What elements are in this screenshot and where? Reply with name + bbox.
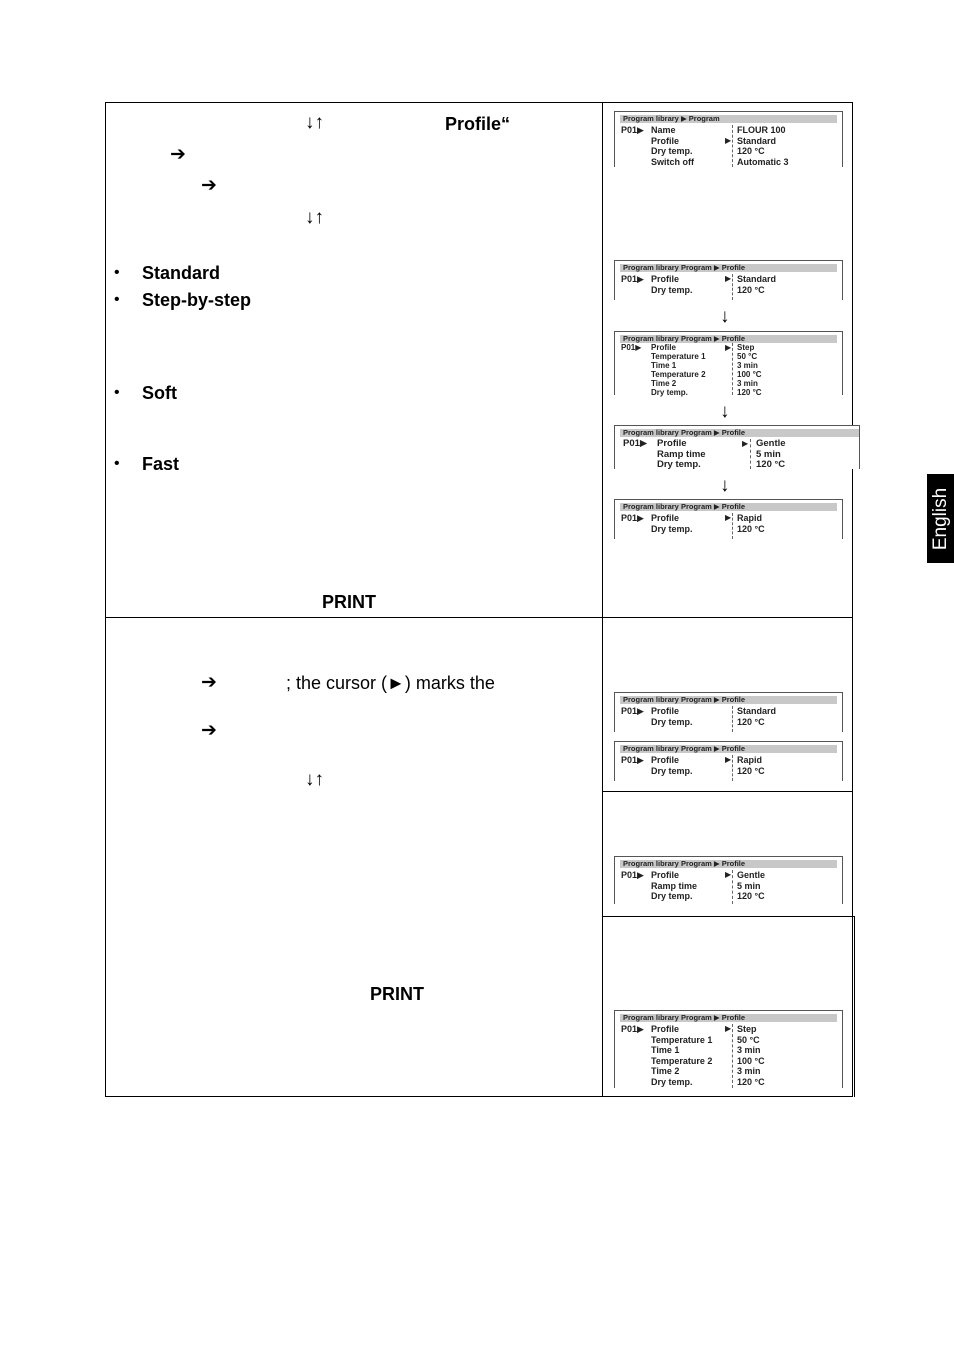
screen-separator bbox=[732, 706, 733, 732]
row-value: 5 min bbox=[737, 880, 761, 891]
screen-header: Program library Program ▶ Profile bbox=[620, 860, 837, 868]
row-label: Profile bbox=[651, 513, 680, 523]
row-value: Gentle bbox=[756, 438, 786, 449]
row-label: Name bbox=[651, 125, 676, 135]
cursor-icon: ▶ bbox=[725, 343, 732, 352]
column-divider bbox=[602, 102, 603, 1097]
row-value: 3 min bbox=[737, 1066, 761, 1076]
row-label: Profile bbox=[651, 135, 680, 146]
arrow-right-icon: ➔ bbox=[201, 672, 217, 693]
row-value: 100 °C bbox=[737, 1055, 765, 1066]
screen-header: Program library Program ▶ Profile bbox=[620, 429, 859, 437]
row-label: Temperature 1 bbox=[651, 1034, 713, 1045]
row-label: Dry temp. bbox=[651, 891, 693, 901]
row-value: FLOUR 100 bbox=[737, 125, 786, 135]
arrow-right-icon: ➔ bbox=[170, 144, 186, 165]
row-label: Time 1 bbox=[651, 1045, 680, 1055]
row-label: Time 2 bbox=[651, 379, 677, 388]
screen-separator bbox=[750, 439, 751, 469]
row-label: Temperature 2 bbox=[651, 370, 706, 379]
arrow-right-icon: ➔ bbox=[201, 175, 217, 196]
row-value: 100 °C bbox=[737, 370, 762, 379]
row-value: Rapid bbox=[737, 513, 763, 523]
row-value: 3 min bbox=[737, 361, 758, 370]
row-value: 120 °C bbox=[737, 891, 765, 901]
option-step-by-step: Step-by-step bbox=[142, 290, 252, 310]
row-divider bbox=[105, 617, 853, 618]
row-label: Profile bbox=[651, 343, 676, 352]
row-value: 120 °C bbox=[756, 459, 786, 470]
display-screen-step bbox=[614, 1010, 843, 1088]
flow-arrow-down-icon: ↓ bbox=[720, 306, 730, 327]
language-tab-label: English bbox=[929, 487, 951, 550]
cursor-icon: ▶ bbox=[742, 439, 749, 448]
program-id: P01▶ bbox=[621, 1024, 644, 1034]
row-value: Rapid bbox=[737, 755, 763, 765]
row-label: Dry temp. bbox=[651, 523, 693, 534]
row-value: 3 min bbox=[737, 1045, 761, 1055]
screen-separator bbox=[732, 755, 733, 781]
bullet: • bbox=[114, 384, 120, 401]
print-key-label: PRINT bbox=[370, 984, 424, 1004]
row-label: Dry temp. bbox=[651, 146, 693, 156]
row-value: 120 °C bbox=[737, 1076, 765, 1087]
language-tab bbox=[927, 474, 954, 563]
profile-label: Profile“ bbox=[445, 114, 511, 134]
screen-header: Program library Program ▶ Profile bbox=[620, 1014, 837, 1022]
row-label: Dry temp. bbox=[657, 459, 701, 470]
row-label: Profile bbox=[651, 274, 680, 284]
cursor-icon: ▶ bbox=[725, 870, 732, 879]
row-value: Standard bbox=[737, 274, 777, 284]
row-value: Standard bbox=[737, 135, 777, 146]
row-value: 120 °C bbox=[737, 716, 765, 727]
screen-separator bbox=[732, 513, 733, 539]
row-value: 120 °C bbox=[737, 388, 762, 397]
row-label: Profile bbox=[657, 438, 687, 449]
right-row-divider-1 bbox=[602, 791, 853, 792]
option-soft: Soft bbox=[142, 383, 177, 403]
screen-header: Program library Program ▶ Profile bbox=[620, 745, 837, 753]
display-screen-standard bbox=[614, 692, 843, 732]
display-screen-rapid bbox=[614, 499, 843, 539]
screen-separator bbox=[732, 1024, 733, 1088]
program-id: P01▶ bbox=[621, 513, 644, 523]
row-label: Switch off bbox=[651, 156, 694, 167]
row-value: 50 °C bbox=[737, 352, 758, 361]
row-label: Ramp time bbox=[657, 448, 706, 460]
row-value: Step bbox=[737, 343, 755, 352]
row-value: Step bbox=[737, 1024, 757, 1034]
display-screen-step bbox=[614, 331, 843, 395]
screen-separator bbox=[732, 870, 733, 904]
program-id: P01▶ bbox=[623, 438, 648, 449]
row-label: Profile bbox=[651, 1024, 680, 1034]
screen-separator bbox=[732, 125, 733, 167]
row-label: Dry temp. bbox=[651, 765, 693, 776]
screen-header: Program library Program ▶ Profile bbox=[620, 696, 837, 704]
cursor-icon: ▶ bbox=[725, 1024, 732, 1033]
screen-header: Program library Program ▶ Profile bbox=[620, 335, 837, 343]
cursor-icon: ▶ bbox=[725, 513, 732, 522]
row-label: Temperature 2 bbox=[651, 1055, 713, 1066]
display-screen-rapid bbox=[614, 741, 843, 781]
display-screen-gentle bbox=[614, 856, 843, 904]
row-label: Dry temp. bbox=[651, 716, 693, 727]
program-id: P01▶ bbox=[621, 706, 644, 716]
row-label: Profile bbox=[651, 755, 680, 765]
program-id: P01▶ bbox=[621, 125, 644, 135]
down-up-arrows-icon: ↓↑ bbox=[305, 769, 324, 790]
cursor-icon: ▶ bbox=[725, 136, 732, 145]
right-row-divider-2 bbox=[602, 916, 855, 917]
row-value: 50 °C bbox=[737, 1034, 760, 1045]
row-label: Profile bbox=[651, 706, 680, 716]
program-id: P01▶ bbox=[621, 274, 644, 284]
screen-separator bbox=[732, 343, 733, 395]
row-value: Gentle bbox=[737, 870, 766, 880]
bullet: • bbox=[114, 455, 120, 472]
row-label: Ramp time bbox=[651, 880, 698, 891]
program-id: P01▶ bbox=[621, 870, 644, 880]
row-value: 120 °C bbox=[737, 146, 765, 156]
instruction-table bbox=[105, 102, 853, 1097]
option-fast: Fast bbox=[142, 454, 180, 474]
down-up-arrows-icon: ↓↑ bbox=[305, 207, 324, 228]
bullet: • bbox=[114, 264, 120, 281]
row-label: Time 2 bbox=[651, 1066, 680, 1076]
print-key-label: PRINT bbox=[322, 592, 376, 612]
row-label: Profile bbox=[651, 870, 680, 880]
row-label: Dry temp. bbox=[651, 388, 688, 397]
row-value: Automatic 3 bbox=[737, 156, 789, 167]
display-screen-program bbox=[614, 111, 843, 167]
row-value: 3 min bbox=[737, 379, 758, 388]
row-value: 120 °C bbox=[737, 765, 765, 776]
display-screen-gentle bbox=[614, 425, 860, 469]
row-value: 5 min bbox=[756, 448, 781, 460]
row-value: 120 °C bbox=[737, 523, 765, 534]
arrow-right-icon: ➔ bbox=[201, 720, 217, 741]
right-cell-edge bbox=[854, 916, 855, 1097]
row-label: Temperature 1 bbox=[651, 352, 706, 361]
screen-header: Program library ▶ Program bbox=[620, 115, 837, 123]
option-standard: Standard bbox=[142, 263, 221, 283]
program-id: P01▶ bbox=[621, 755, 644, 765]
screen-separator bbox=[732, 274, 733, 300]
cursor-icon: ▶ bbox=[725, 274, 732, 283]
row-value: 120 °C bbox=[737, 284, 765, 295]
row-label: Dry temp. bbox=[651, 284, 693, 295]
flow-arrow-down-icon: ↓ bbox=[720, 401, 730, 422]
row-label: Dry temp. bbox=[651, 1076, 693, 1087]
flow-arrow-down-icon: ↓ bbox=[720, 475, 730, 496]
screen-header: Program library Program ▶ Profile bbox=[620, 503, 837, 511]
program-id: P01▶ bbox=[621, 343, 642, 352]
cursor-icon: ▶ bbox=[725, 755, 732, 764]
row-value: Standard bbox=[737, 706, 777, 716]
row-label: Time 1 bbox=[651, 361, 677, 370]
screen-header: Program library Program ▶ Profile bbox=[620, 264, 837, 272]
display-screen-standard bbox=[614, 260, 843, 300]
bullet: • bbox=[114, 291, 120, 308]
cursor-note: ; the cursor (►) marks the bbox=[286, 673, 495, 693]
down-up-arrows-icon: ↓↑ bbox=[305, 112, 324, 133]
